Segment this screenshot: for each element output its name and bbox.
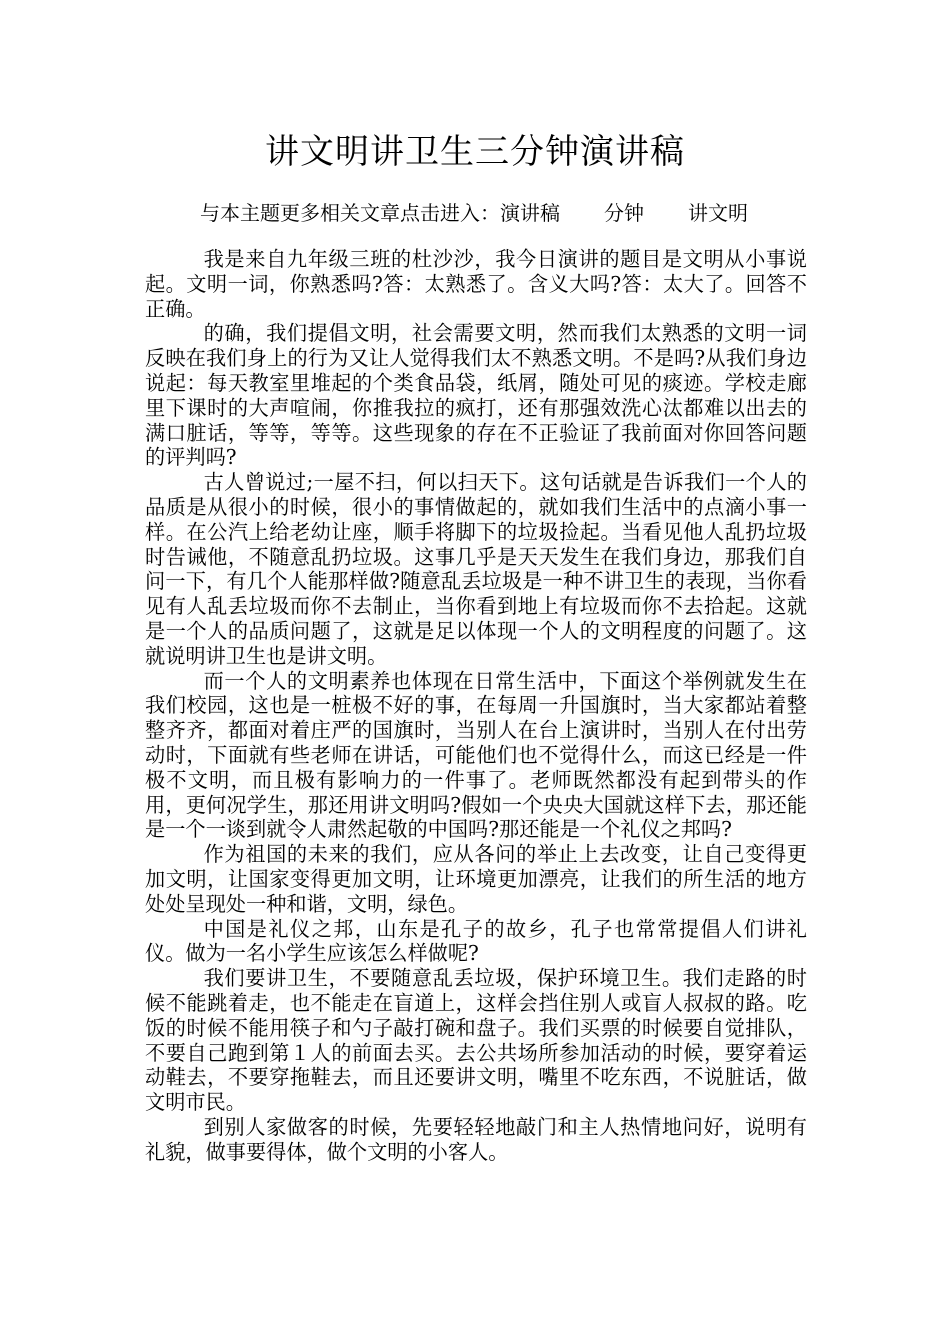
paragraph: 作为祖国的未来的我们，应从各问的举止上去改变，让自己变得更加文明，让国家变得更加文明，让环境更加漂亮，让我们的所生活的地方处处呈现处一种和谐，文明，绿色。	[145, 842, 807, 916]
related-link-minutes[interactable]: 分钟	[604, 201, 644, 225]
related-link-speech[interactable]: 演讲稿	[500, 201, 560, 225]
page-title: 讲文明讲卫生三分钟演讲稿	[265, 132, 685, 172]
paragraph: 中国是礼仪之邦，山东是孔子的故乡，孔子也常常提倡人们讲礼仪。做为一名小学生应该怎么样做呢?	[145, 916, 807, 966]
paragraph: 古人曾说过;一屋不扫，何以扫天下。这句话就是告诉我们一个人的品质是从很小的时候，很小的事情做起的，就如我们生活中的点滴小事一样。在公汽上给老幼让座，顺手将脚下的垃圾捡起。当看见他人乱扔垃圾时告诫他，不随意乱扔垃圾。这事几乎是天天发生在我们身边，那我们自问一下，有几个人能那样做?随意乱丢垃圾是一种不讲卫生的表现，当你看见有人乱丢垃圾而你不去制止，当你看到地上有垃圾而你不去拾起。这就是一个人的品质问题了，这就是足以体现一个人的文明程度的问题了。这就说明讲卫生也是讲文明。	[145, 470, 807, 668]
related-articles-line	[200, 199, 840, 227]
paragraph: 的确，我们提倡文明，社会需要文明，然而我们太熟悉的文明一词反映在我们身上的行为又让人觉得我们太不熟悉文明。不是吗?从我们身边说起：每天教室里堆起的个类食品袋，纸屑，随处可见的痰迹。学校走廊里下课时的大声喧闹，你推我拉的疯打，还有那强效洗心汰都难以出去的满口脏话，等等，等等。这些现象的存在不正验证了我前面对你回答问题的评判吗?	[145, 321, 807, 470]
related-prefix: 与本主题更多相关文章点击进入：	[200, 201, 500, 225]
paragraph: 我们要讲卫生，不要随意乱丢垃圾，保护环境卫生。我们走路的时候不能跳着走，也不能走在盲道上，这样会挡住别人或盲人叔叔的路。吃饭的时候不能用筷子和勺子敲打碗和盘子。我们买票的时候要自觉排队，不要自己跑到第１人的前面去买。去公共场所参加活动的时候，要穿着运动鞋去，不要穿拖鞋去，而且还要讲文明，嘴里不吃东西，不说脏话，做文明市民。	[145, 966, 807, 1115]
paragraph: 而一个人的文明素养也体现在日常生活中，下面这个举例就发生在我们校园，这也是一桩极不好的事，在每周一升国旗时，当大家都站着整整齐齐，都面对着庄严的国旗时，当别人在台上演讲时，当别人在付出劳动时，下面就有些老师在讲话，可能他们也不觉得什么，而这已经是一件极不文明，而且极有影响力的一件事了。老师既然都没有起到带头的作用，更何况学生，那还用讲文明吗?假如一个央央大国就这样下去，那还能是一个一谈到就令人肃然起敬的中国吗?那还能是一个礼仪之邦吗?	[145, 668, 807, 842]
paragraph: 到别人家做客的时候，先要轻轻地敲门和主人热情地问好，说明有礼貌，做事要得体，做个文明的小客人。	[145, 1114, 807, 1164]
related-link-civility[interactable]: 讲文明	[688, 201, 748, 225]
paragraph: 我是来自九年级三班的杜沙沙，我今日演讲的题目是文明从小事说起。文明一词，你熟悉吗?答：太熟悉了。含义大吗?答：太大了。回答不正确。	[145, 247, 807, 321]
speech-body	[145, 247, 807, 1164]
